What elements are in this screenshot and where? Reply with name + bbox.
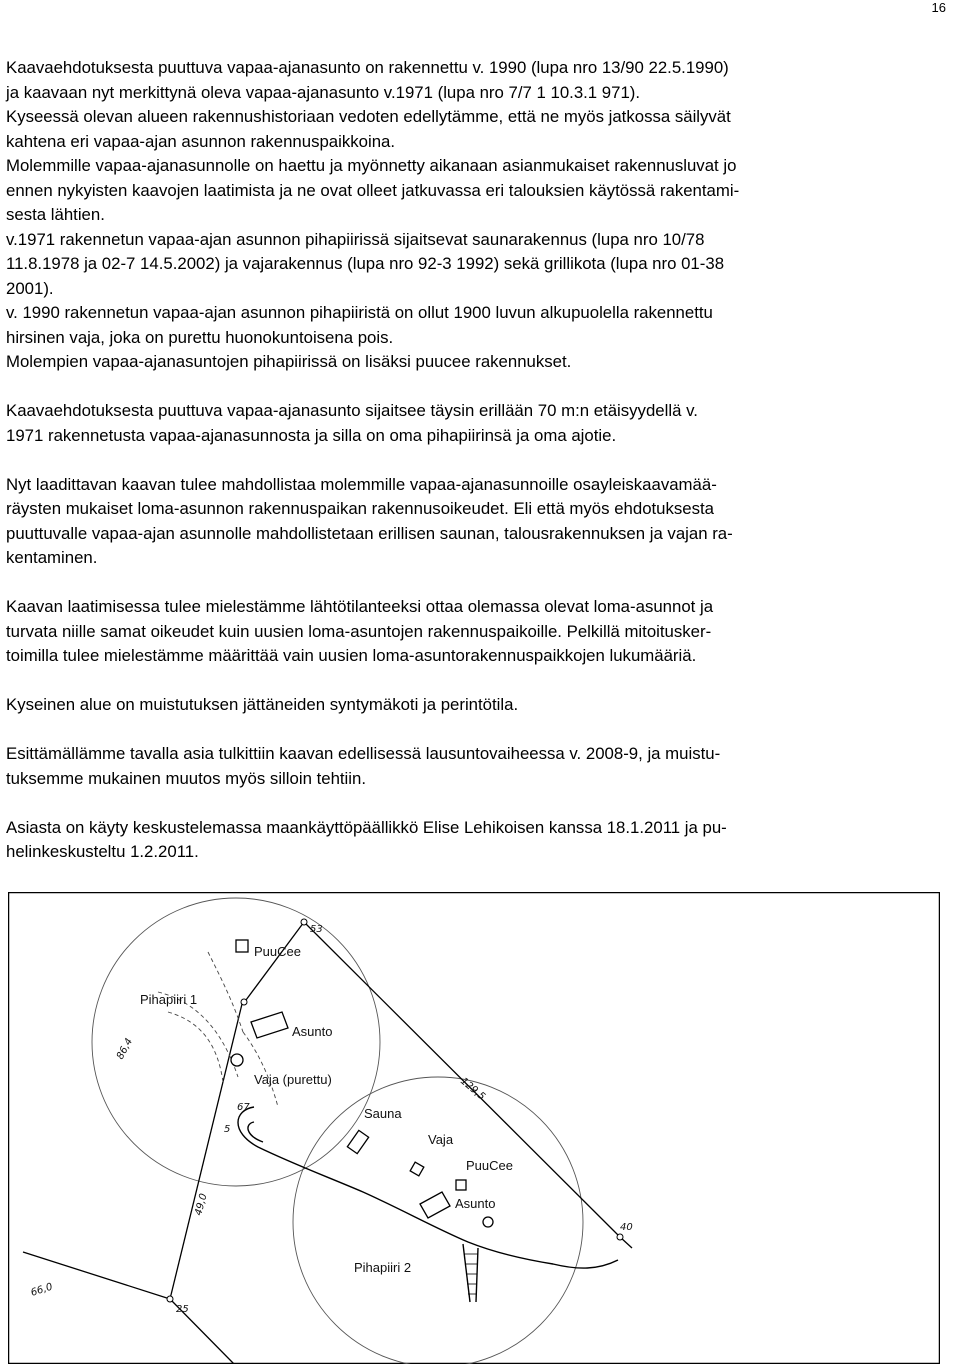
text-line: helinkeskusteltu 1.2.2011.	[6, 842, 199, 861]
text-line: hirsinen vaja, joka on purettu huonokuntoisena pois.	[6, 327, 394, 347]
site-sketch-map	[8, 892, 940, 1364]
text-line: 1971 rakennetusta vapaa-ajanasunnosta ja silla on oma pihapiirinsä ja oma ajotie.	[6, 425, 617, 445]
number-66-0: 66,0	[29, 1281, 55, 1299]
label-pihapiiri-2: Pihapiiri 2	[354, 1260, 412, 1275]
paragraph-distance	[6, 399, 940, 448]
paragraph-discussion	[6, 816, 940, 865]
paragraph-building-rights	[6, 473, 940, 571]
text-line: Kyseinen alue on muistutuksen jättäneiden syntymäkoti ja perintötila.	[6, 695, 519, 714]
text-line: Kaavaehdotuksesta puuttuva vapaa-ajanasunto on rakennettu v. 1990 (lupa nro 13/90 22.5.1990)	[6, 58, 729, 77]
text-line: Nyt laadittavan kaavan tulee mahdollistaa molemmille vapaa-ajanasunnoille osayleiskaavamää-	[6, 474, 717, 494]
text-line: Kaavaehdotuksesta puuttuva vapaa-ajanasunto sijaitsee täysin erillään 70 m:n etäisyydellä v.	[6, 401, 698, 420]
vaja-purettu-building	[231, 1054, 243, 1066]
number-25: 25	[176, 1304, 189, 1315]
label-vaja: Vaja	[428, 1132, 454, 1147]
label-puucee-2: PuuCee	[466, 1158, 513, 1173]
number-5: 5	[224, 1124, 231, 1135]
grillikota-building	[483, 1217, 493, 1227]
text-line: 11.8.1978 ja 02-7 14.5.2002) ja vajarakennus (lupa nro 92-3 1992) sekä grillikota (lupa nro 01-38	[6, 254, 725, 273]
text-line: Molempien vapaa-ajanasuntojen pihapiirissä on lisäksi puucee rakennukset.	[6, 352, 572, 371]
text-line: tuksemme mukainen muutos myös silloin tehtiin.	[6, 768, 367, 788]
text-line: toimilla tulee mielestämme määrittää vain uusien loma-asuntorakennuspaikkojen lukumääriä.	[6, 646, 697, 665]
label-pihapiiri-1: Pihapiiri 1	[140, 992, 198, 1007]
text-line: räysten mukaiset loma-asunnon rakennuspaikan rakennusoikeudet. Eli että myös ehdotuksesta	[6, 499, 715, 518]
text-line: Kaavan laatimisessa tulee mielestämme lähtötilanteeksi ottaa olemassa olevat loma-asunnot ja	[6, 597, 714, 616]
site-sketch-svg	[8, 892, 940, 1364]
text-line: puuttuvalle vapaa-ajan asunnolle mahdollistetaan erillisen saunan, talousrakennuksen ja vajan ra-	[6, 523, 733, 543]
puucee-2-building	[456, 1180, 466, 1190]
label-puucee-1: PuuCee	[254, 944, 301, 959]
text-line: turvata niille samat oikeudet kuin uusien loma-asuntojen rakennuspaikoille. Pelkillä mitoitusker-	[6, 621, 712, 641]
number-129-5: 129,5	[458, 1075, 488, 1103]
number-86-4: 86,4	[114, 1036, 136, 1062]
paragraph-birthplace	[6, 693, 940, 718]
text-line: ennen nykyisten kaavojen laatimista ja ne ovat olleet jatkuvassa eri talouksien käytössä rakentami-	[6, 180, 740, 200]
text-line: ja kaavaan nyt merkittynä oleva vapaa-ajanasunto v.1971 (lupa nro 7/7 1 10.3.1 971).	[6, 82, 641, 102]
text-line: kentaminen.	[6, 548, 98, 567]
label-vaja-purettu: Vaja (purettu)	[254, 1072, 332, 1087]
number-40: 40	[620, 1222, 633, 1233]
label-asunto-1: Asunto	[292, 1024, 333, 1039]
document-body	[6, 56, 940, 865]
text-line: Esittämällämme tavalla asia tulkittiin kaavan edellisessä lausuntovaiheessa v. 2008-9, ja muistu-	[6, 744, 721, 763]
number-53: 53	[310, 924, 323, 935]
label-sauna: Sauna	[364, 1106, 402, 1121]
text-line: 2001).	[6, 278, 54, 298]
text-line: Molemmille vapaa-ajanasunnolle on haettu ja myönnetty aikanaan asianmukaiset rakennusluvat jo	[6, 156, 737, 175]
paragraph-starting-point	[6, 595, 940, 669]
text-line: kahtena eri vapaa-ajan asunnon rakennuspaikkoina.	[6, 131, 396, 151]
paragraph-previous-round	[6, 742, 940, 791]
text-line: v. 1990 rakennetun vapaa-ajan asunnon pihapiiristä on ollut 1900 luvun alkupuolella rakennettu	[6, 303, 713, 322]
page-number: 16	[931, 0, 946, 15]
text-line: Asiasta on käyty keskustelemassa maankäyttöpäällikkö Elise Lehikoisen kanssa 18.1.2011 ja pu-	[6, 817, 727, 837]
label-asunto-2: Asunto	[455, 1196, 496, 1211]
text-line: sesta lähtien.	[6, 205, 105, 224]
puucee-1-building	[236, 940, 248, 952]
number-49-0: 49,0	[193, 1192, 210, 1217]
text-line: Kyseessä olevan alueen rakennushistoriaan vedoten edellytämme, että ne myös jatkossa säilyvät	[6, 107, 731, 126]
map-frame	[9, 893, 940, 1364]
number-67: 67	[237, 1102, 250, 1113]
paragraph-building-history	[6, 56, 940, 375]
text-line: v.1971 rakennetun vapaa-ajan asunnon pihapiirissä sijaitsevat saunarakennus (lupa nro 10/78	[6, 229, 705, 249]
